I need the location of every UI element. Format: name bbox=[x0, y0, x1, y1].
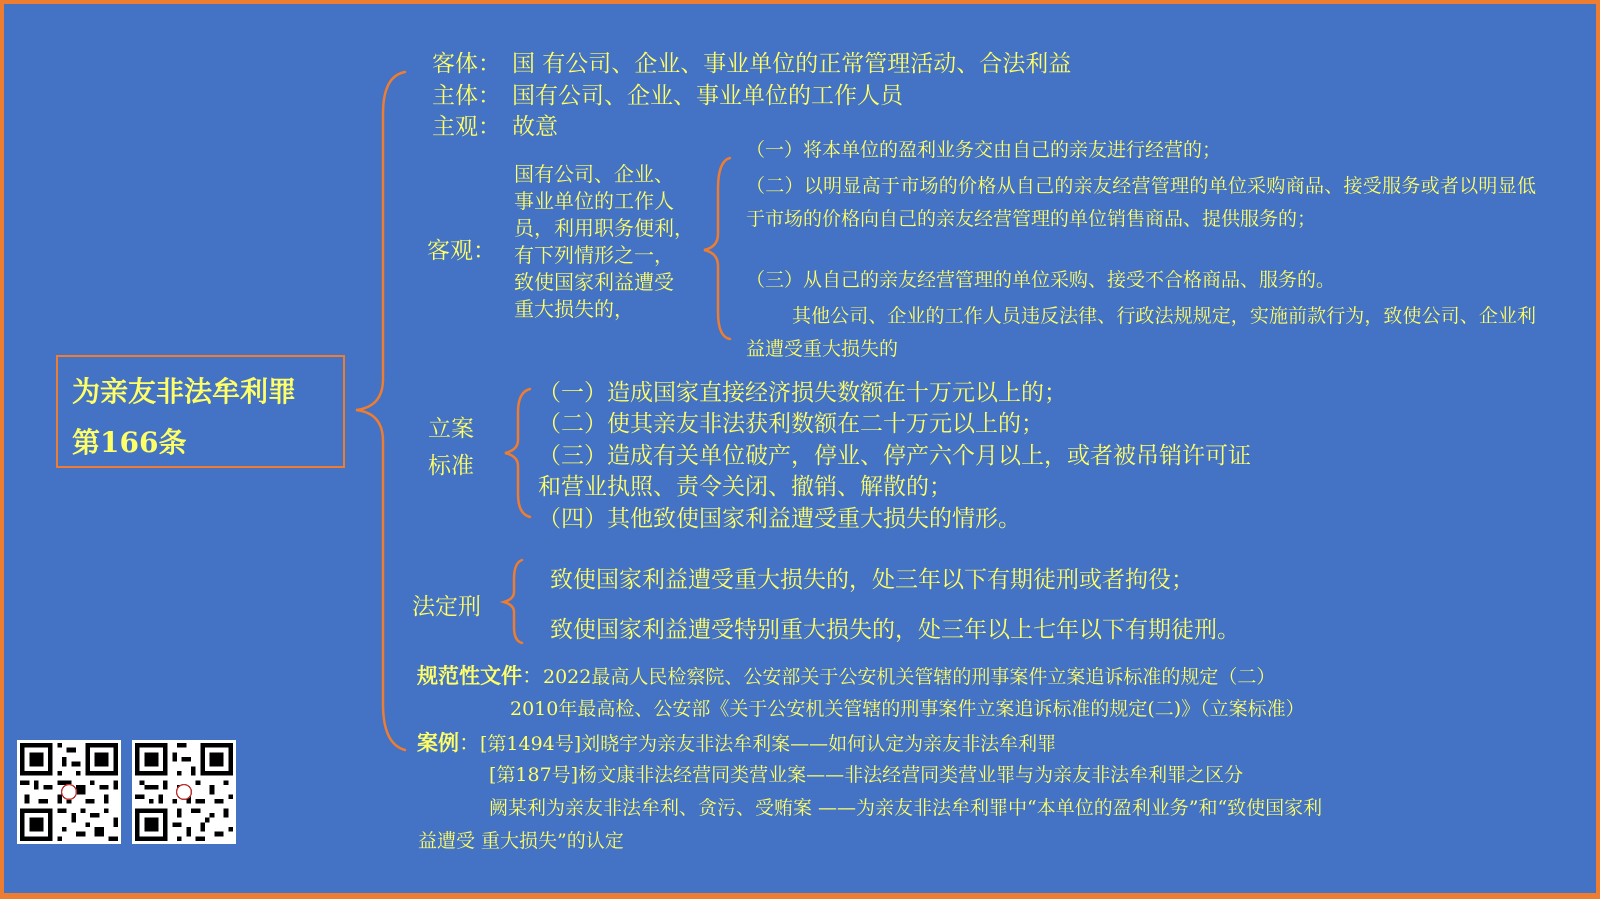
zhuti-label: 主体： bbox=[432, 83, 501, 109]
qr-code-icon bbox=[20, 743, 118, 841]
qr-code-image bbox=[17, 740, 121, 844]
fading-item: 致使国家利益遭受重大损失的，处三年以下有期徒刑或者拘役； bbox=[550, 567, 1194, 593]
title-line1: 为亲友非法牟利罪 bbox=[72, 375, 297, 408]
anli-line1: [第1494号]刘晓宇为亲友非法牟利案——如何认定为亲友非法牟利罪 bbox=[480, 733, 1057, 755]
keguan-item-4: 其他公司、企业的工作人员违反法律、行政法规规定，实施前款行为，致使公司、企业利益遭受重大损失的 bbox=[746, 305, 1536, 360]
keguan-lead-line: 国有公司、企业、 bbox=[514, 162, 674, 186]
lian-label-1: 立案 bbox=[428, 416, 474, 442]
anli-line2: [第187号]杨文康非法经营同类营业案——非法经营同类营业罪与为亲友非法牟利罪之区分 bbox=[489, 764, 1244, 786]
lian-brace bbox=[505, 389, 530, 517]
anli-label: 案例 bbox=[417, 731, 459, 755]
keguan-lead-line: 事业单位的工作人 bbox=[514, 189, 674, 213]
guifan-line1: 2022最高人民检察院、公安部关于公安机关管辖的刑事案件立案追诉标准的规定（二） bbox=[543, 666, 1276, 688]
fading-brace bbox=[504, 560, 522, 643]
keguan-lead-line: 有下列情形之一， bbox=[514, 243, 674, 267]
title-box bbox=[56, 355, 345, 468]
keti-text: 国 有公司、企业、事业单位的正常管理活动、合法利益 bbox=[512, 51, 1072, 77]
main-brace bbox=[356, 72, 405, 750]
keguan-lead-line: 员，利用职务便利， bbox=[514, 216, 694, 240]
guifan-line2: 2010年最高检、公安部《关于公安机关管辖的刑事案件立案追诉标准的规定(二)》（立案标准） bbox=[510, 698, 1305, 720]
anli-line4: 益遭受 重大损失”的认定 bbox=[418, 830, 624, 852]
zhuti-text: 国有公司、企业、事业单位的工作人员 bbox=[512, 83, 903, 109]
anli-row bbox=[417, 733, 1056, 754]
qr-code-icon bbox=[135, 743, 233, 841]
keguan-item-2: （二）以明显高于市场的价格从自己的亲友经营管理的单位采购商品、接受服务或者以明显低于市场的价格向自己的亲友经营管理的单位销售商品、提供服务的； bbox=[746, 175, 1536, 230]
lian-item: 和营业执照、责令关闭、撤销、解散的； bbox=[538, 474, 952, 500]
zhuguan-label: 主观： bbox=[432, 114, 501, 140]
anli-line3: 阙某利为亲友非法牟利、贪污、受贿案 ——为亲友非法牟利罪中“本单位的盈利业务”和“致使国家利 bbox=[489, 797, 1323, 819]
guifan-colon: ： bbox=[522, 664, 543, 688]
lian-item: （四）其他致使国家利益遭受重大损失的情形。 bbox=[538, 506, 1021, 532]
keguan-label: 客观： bbox=[427, 238, 496, 264]
keguan-item-3: （三）从自己的亲友经营管理的单位采购、接受不合格商品、服务的。 bbox=[746, 269, 1336, 291]
title-line2: 第166条 bbox=[72, 426, 187, 459]
keguan-lead-line: 致使国家利益遭受 bbox=[514, 270, 674, 294]
slide bbox=[4, 4, 1596, 893]
lian-item: （二）使其亲友非法获利数额在二十万元以上的； bbox=[538, 411, 1044, 437]
lian-item: （三）造成有关单位破产，停业、停产六个月以上，或者被吊销许可证 bbox=[538, 443, 1251, 469]
fading-label: 法定刑 bbox=[412, 594, 481, 620]
keguan-lead-line: 重大损失的， bbox=[514, 297, 634, 321]
keguan-item-1: （一）将本单位的盈利业务交由自己的亲友进行经营的； bbox=[746, 139, 1222, 161]
zhuguan-text: 故意 bbox=[512, 114, 558, 140]
keguan-brace bbox=[704, 158, 730, 339]
guifan-label: 规范性文件 bbox=[417, 664, 522, 688]
fading-item: 致使国家利益遭受特别重大损失的，处三年以上七年以下有期徒刑。 bbox=[550, 617, 1240, 643]
lian-label-2: 标准 bbox=[428, 453, 474, 479]
qr-code-image bbox=[132, 740, 236, 844]
anli-colon: ： bbox=[459, 731, 480, 755]
lian-item: （一）造成国家直接经济损失数额在十万元以上的； bbox=[538, 380, 1067, 406]
guifan-row bbox=[417, 666, 1275, 687]
keti-label: 客体： bbox=[432, 51, 501, 77]
